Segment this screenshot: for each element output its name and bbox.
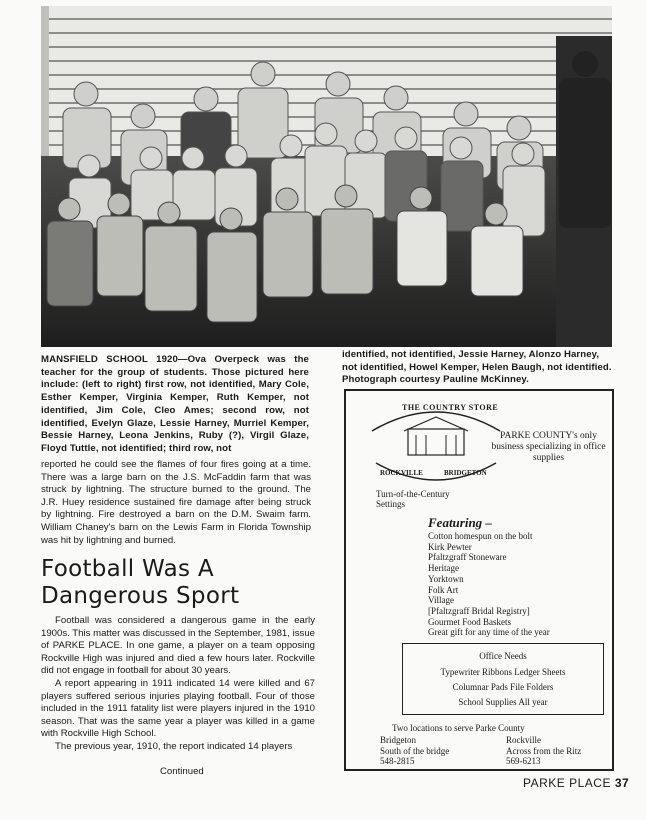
ad-turn-of-century: Turn-of-the-Century Settings: [376, 489, 450, 509]
ad-tagline: PARKE COUNTY's only business specializing in office supplies: [491, 431, 606, 463]
article-continuation: [41, 459, 311, 547]
location-address: South of the bridge: [380, 745, 450, 756]
logo-text-top: THE COUNTRY STORE: [402, 403, 499, 412]
list-item: [Pfaltzgraff Bridal Registry]: [428, 605, 530, 616]
article-continuation-text: reported he could see the flames of four fires going at a time. There was a large barn on the J.S. McFaddin farm that was struck by lightning. The structure burned to the ground. The J.R. Huey residence sustained fire damage after being struck by lightning. Fire destroyed a barn on the D.M. Swaim farm. William Chaney's barn on the Lewis Farm in Florida Township was hit by lightning and burned.: [41, 459, 311, 546]
page-number: 37: [614, 776, 630, 790]
article-paragraph: A report appearing in 1911 indicated 14 were killed and 67 players suffered serious injuries playing football. Four of those included in the 1911 fatality list were players injured in the 1910 season. That was the same year a player was killed in a game with Rockville High School.: [41, 677, 315, 740]
country-store-advertisement: [344, 389, 614, 771]
article-paragraph: The previous year, 1910, the report indicated 14 players: [55, 740, 293, 752]
school-group-photo: [41, 6, 612, 347]
location-rockville: [506, 735, 581, 767]
location-phone: 548-2815: [380, 756, 415, 766]
list-item: Cotton homespun on the bolt: [428, 531, 533, 541]
logo-text-rockville: ROCKVILLE: [380, 469, 423, 477]
location-name: Bridgeton: [380, 735, 416, 745]
list-item: Yorktown: [428, 573, 464, 584]
location-address: Across from the Ritz: [506, 745, 582, 756]
list-item: Pfaltzgraff Stoneware: [428, 552, 507, 563]
ad-item-list: [428, 531, 550, 638]
list-item: Kirk Pewter: [428, 541, 472, 552]
office-needs-box: [402, 643, 604, 715]
ad-locations: Two locations to serve Parke County: [392, 723, 525, 733]
list-item: Folk Art: [428, 584, 459, 595]
list-item: Great gift for any time of the year: [428, 627, 550, 638]
photo-illustration: [41, 6, 612, 347]
office-needs-row: Columnar Pads File Folders: [452, 682, 554, 692]
list-item: Village: [428, 595, 454, 606]
office-needs-title: Office Needs: [479, 651, 527, 661]
page-footer: [523, 776, 629, 790]
photo-caption-continued: identified, not identified, Jessie Harney, Alonzo Harney, not identified, Howel Kemper, Helen Baugh, not identified. Photograph courtesy Pauline McKinney.: [342, 349, 612, 386]
location-name: Rockville: [506, 735, 541, 745]
continued-label: Continued: [160, 766, 204, 777]
list-item: Gourmet Food Baskets: [428, 616, 511, 627]
publication-name: PARKE PLACE: [523, 776, 611, 790]
list-item: Heritage: [428, 563, 459, 574]
location-phone: 569-6213: [506, 756, 541, 766]
article-headline: Football Was A Dangerous Sport: [41, 556, 240, 609]
logo-text-bridgeton: BRIDGETON: [444, 469, 487, 477]
office-needs-row: Typewriter Ribbons Ledger Sheets: [440, 667, 566, 677]
article-paragraph: Football was considered a dangerous game in the early 1900s. This matter was discussed in the September, 1981, issue of PARKE PLACE. In one game, a player on a team opposing Rockville High was injured and died a few hours later. Rockville did not engage in football for about 30 years.: [41, 615, 315, 677]
ad-featuring: Featuring –: [428, 515, 492, 530]
location-bridgeton: [380, 735, 449, 767]
article-body: [41, 615, 315, 754]
office-needs-row: School Supplies All year: [458, 697, 548, 707]
photo-caption: MANSFIELD SCHOOL 1920—Ova Overpeck was the teacher for the group of students. Those pictured here include: (left to right) first row, not identified, Mary Cole, Esther Kemper, Virginia Kemper, Ruth Kemper, not identified, Jim Cole, Cleo Ames; second row, not identified, Evelyn Glaze, Lessie Harney, Murriel Kemper, Bessie Harney, Leona Jenkins, Ruby (?), Virgil Glaze, Floyd Tuttle, not identified; third row, not: [41, 354, 309, 454]
